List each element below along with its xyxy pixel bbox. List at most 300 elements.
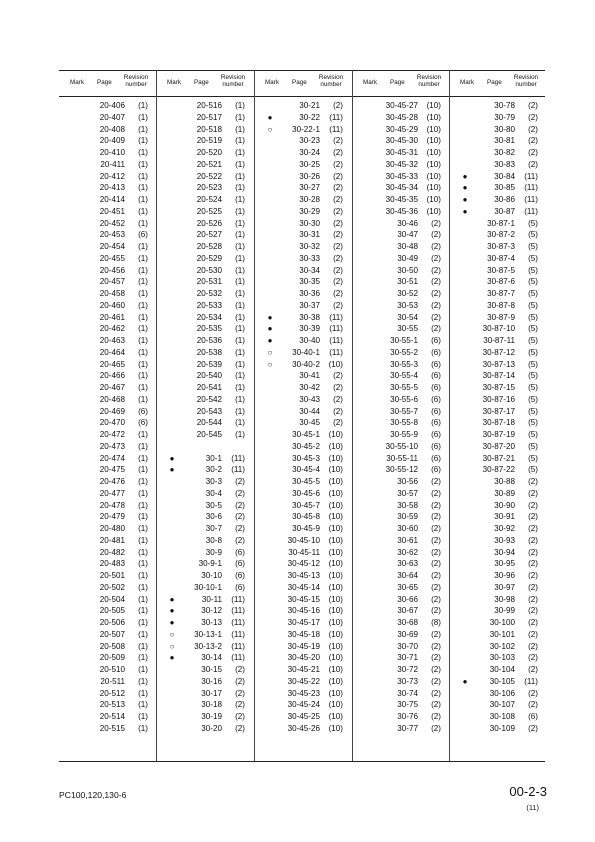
revision-row	[59, 206, 156, 218]
revision-number: (2)	[431, 277, 441, 287]
revision-row	[156, 370, 253, 382]
revision-number: (6)	[528, 712, 538, 721]
page-code: 20-411	[100, 159, 125, 169]
revision-number: (1)	[235, 394, 245, 404]
revision-row	[449, 652, 546, 664]
revision-number: (2)	[431, 477, 441, 486]
revision-row	[156, 194, 253, 206]
page-code: 20-535	[196, 324, 222, 334]
revision-row	[156, 112, 253, 124]
page-code: 20-464	[99, 347, 125, 357]
revision-row	[449, 288, 546, 300]
revision-number: (10)	[328, 665, 343, 674]
revision-mark: ○	[169, 629, 175, 639]
revision-number: (8)	[431, 618, 441, 627]
page-code: 20-455	[99, 253, 125, 263]
revision-number: (6)	[431, 430, 441, 439]
revision-row	[59, 699, 156, 711]
revision-number: (1)	[138, 112, 148, 122]
revision-number: (1)	[235, 101, 245, 110]
revision-number: (1)	[138, 488, 148, 498]
page-code: 30-39	[299, 324, 320, 334]
revision-row	[254, 699, 351, 711]
page-code: 20-451	[99, 206, 125, 216]
revision-row	[254, 617, 351, 629]
revision-row	[254, 370, 351, 382]
revision-row	[449, 229, 546, 241]
page-code: 30-87-19	[482, 430, 515, 439]
revision-row	[449, 159, 546, 171]
page-code: 30-87-2	[487, 230, 515, 240]
revision-number: (10)	[426, 101, 441, 110]
revision-number: (2)	[528, 547, 538, 557]
page-code: 30-45-36	[385, 206, 418, 216]
revision-row	[254, 265, 351, 277]
revision-number: (2)	[333, 406, 343, 416]
revision-row	[254, 652, 351, 664]
revision-row	[59, 112, 156, 124]
revision-row	[352, 652, 449, 664]
page-code: 30-87-17	[482, 406, 515, 416]
revision-row	[254, 594, 351, 606]
revision-number: (11)	[231, 453, 245, 463]
revision-row	[254, 323, 351, 335]
revision-number: (2)	[528, 606, 538, 616]
revision-number: (5)	[528, 230, 538, 240]
revision-number: (2)	[333, 148, 343, 157]
page-code: 20-463	[99, 336, 125, 345]
page-code: 20-540	[196, 371, 222, 381]
revision-number: (11)	[524, 195, 538, 204]
page-code: 30-2	[205, 465, 222, 475]
revision-number: (1)	[138, 300, 148, 310]
revision-number: (1)	[138, 253, 148, 263]
revision-row	[254, 629, 351, 641]
revision-row	[352, 218, 449, 230]
page-code: 30-73	[397, 676, 418, 686]
revision-number: (2)	[528, 641, 538, 651]
revision-number: (2)	[333, 195, 343, 204]
revision-row	[449, 547, 546, 559]
revision-number: (2)	[431, 606, 441, 616]
revision-number: (1)	[138, 465, 148, 475]
page-code: 30-45-26	[287, 723, 320, 733]
revision-row	[352, 699, 449, 711]
revision-number: (5)	[528, 336, 538, 345]
revision-row	[59, 171, 156, 183]
revision-row	[352, 582, 449, 594]
revision-row	[156, 323, 253, 335]
page-code: 30-65	[397, 582, 418, 592]
revision-number: (2)	[235, 477, 245, 486]
revision-row	[59, 359, 156, 371]
revision-row	[449, 629, 546, 641]
page-code: 30-42	[299, 383, 320, 392]
revision-number: (1)	[235, 242, 245, 251]
revision-number: (2)	[431, 559, 441, 569]
revision-row	[59, 582, 156, 594]
revision-number: (2)	[333, 383, 343, 392]
revision-number: (10)	[328, 594, 343, 604]
revision-header: Revision number	[416, 74, 442, 89]
page-code: 20-504	[99, 594, 125, 604]
revision-row	[59, 382, 156, 394]
revision-row	[59, 347, 156, 359]
revision-row	[156, 312, 253, 324]
revision-number: (2)	[431, 571, 441, 580]
page-code: 30-84	[494, 171, 515, 181]
revision-number: (2)	[528, 559, 538, 569]
revision-row	[449, 464, 546, 476]
page-code: 30-72	[397, 665, 418, 674]
revision-row	[254, 359, 351, 371]
page-code: 20-507	[99, 629, 125, 639]
page-code: 20-406	[99, 101, 125, 110]
revision-number: (1)	[138, 336, 148, 345]
page-code: 30-29	[299, 206, 320, 216]
page-code: 20-467	[99, 383, 125, 392]
revision-number: (6)	[431, 347, 441, 357]
revision-mark: ●	[267, 324, 273, 334]
page-code: 30-87-4	[487, 253, 515, 263]
page-code: 30-45-5	[292, 477, 320, 486]
page-code: 30-59	[397, 512, 418, 522]
revision-number: (2)	[333, 159, 343, 169]
page-code: 30-55-3	[390, 359, 418, 369]
revision-row	[156, 429, 253, 441]
revision-row	[254, 335, 351, 347]
revision-number: (6)	[431, 406, 441, 416]
page-code: 20-410	[99, 148, 125, 157]
page-code: 20-407	[99, 112, 125, 122]
revision-number: (2)	[333, 394, 343, 404]
revision-row	[449, 194, 546, 206]
revision-number: (2)	[528, 124, 538, 134]
revision-row	[352, 394, 449, 406]
page-code: 30-50	[397, 265, 418, 275]
page-code: 20-481	[99, 535, 125, 545]
page-code: 30-22	[299, 112, 320, 122]
revision-mark: ●	[462, 206, 468, 216]
page-code: 30-92	[494, 524, 515, 533]
page-code: 30-108	[489, 712, 515, 721]
page-code: 30-87-18	[482, 418, 515, 428]
revision-number: (1)	[138, 183, 148, 193]
revision-row	[59, 335, 156, 347]
page-code: 30-45-34	[385, 183, 418, 193]
revision-number: (2)	[431, 723, 441, 733]
revision-mark: ●	[462, 195, 468, 204]
revision-number: (1)	[235, 159, 245, 169]
revision-number: (1)	[138, 359, 148, 369]
page-code: 30-87-21	[482, 453, 515, 463]
revision-number: (2)	[333, 265, 343, 275]
page-code: 30-31	[299, 230, 320, 240]
page-code: 30-9-1	[198, 559, 222, 569]
revision-number: (2)	[431, 265, 441, 275]
page-code: 30-45-17	[287, 618, 320, 627]
revision-mark: ○	[267, 347, 273, 357]
revision-row	[59, 253, 156, 265]
revision-number: (2)	[528, 101, 538, 110]
revision-number: (2)	[431, 594, 441, 604]
page-code: 20-521	[196, 159, 222, 169]
revision-number: (1)	[235, 183, 245, 193]
page-code: 30-87-11	[483, 336, 515, 345]
page-code: 30-94	[494, 547, 515, 557]
revision-row	[352, 594, 449, 606]
revision-number: (11)	[329, 336, 343, 345]
revision-row	[449, 241, 546, 253]
page-code: 30-55-10	[385, 441, 418, 451]
revision-row	[254, 206, 351, 218]
revision-number: (1)	[138, 723, 148, 733]
revision-mark: ○	[267, 359, 273, 369]
revision-number: (6)	[431, 336, 441, 345]
revision-row	[449, 723, 546, 735]
revision-number: (6)	[431, 394, 441, 404]
page-code: 30-41	[299, 371, 320, 381]
revision-number: (6)	[138, 406, 148, 416]
revision-row	[156, 406, 253, 418]
page-code: 20-526	[196, 218, 222, 228]
revision-number: (10)	[426, 171, 441, 181]
revision-row	[59, 488, 156, 500]
revision-number: (2)	[528, 571, 538, 580]
page-code: 30-55-1	[390, 336, 418, 345]
revision-number: (11)	[231, 641, 245, 651]
page-code: 30-100	[489, 618, 515, 627]
revision-number: (1)	[138, 571, 148, 580]
revision-row	[254, 382, 351, 394]
revision-row	[449, 206, 546, 218]
revision-number: (1)	[138, 594, 148, 604]
page-code: 20-511	[100, 676, 125, 686]
page-code: 20-468	[99, 394, 125, 404]
revision-mark: ●	[267, 112, 273, 122]
revision-row	[352, 241, 449, 253]
revision-number: (10)	[426, 112, 441, 122]
revision-row	[156, 147, 253, 159]
page-code: 20-482	[99, 547, 125, 557]
revision-row	[254, 453, 351, 465]
revision-number: (2)	[528, 488, 538, 498]
revision-mark: ●	[267, 312, 273, 322]
page-code: 30-4	[205, 488, 222, 498]
page-code: 20-528	[196, 242, 222, 251]
revision-row	[156, 335, 253, 347]
revision-row	[156, 558, 253, 570]
page-code: 30-6	[205, 512, 222, 522]
top-rule	[59, 70, 545, 71]
revision-number: (2)	[431, 253, 441, 263]
revision-row	[352, 664, 449, 676]
revision-row	[254, 605, 351, 617]
revision-row	[352, 605, 449, 617]
page-code: 30-104	[489, 665, 515, 674]
page-code: 20-474	[99, 453, 125, 463]
page-code: 30-45-12	[287, 559, 320, 569]
revision-row	[59, 441, 156, 453]
revision-number: (2)	[431, 488, 441, 498]
revision-number: (2)	[333, 230, 343, 240]
revision-row	[352, 406, 449, 418]
revision-row	[156, 699, 253, 711]
page-code: 30-45-33	[385, 171, 418, 181]
page-code: 20-452	[99, 218, 125, 228]
page-code: 20-545	[196, 430, 222, 439]
revision-row	[156, 241, 253, 253]
revision-row	[59, 664, 156, 676]
page-code: 20-519	[196, 136, 222, 146]
revision-column	[156, 100, 253, 735]
revision-header: Revision number	[123, 74, 149, 89]
revision-row	[352, 641, 449, 653]
revision-row	[352, 100, 449, 112]
revision-number: (2)	[528, 629, 538, 639]
page-code: 30-45-15	[287, 594, 320, 604]
revision-number: (6)	[431, 371, 441, 381]
revision-row	[449, 382, 546, 394]
page-code: 20-476	[99, 477, 125, 486]
page-code: 30-24	[299, 148, 320, 157]
page-code: 30-23	[299, 136, 320, 146]
revision-number: (1)	[138, 524, 148, 533]
revision-row	[59, 312, 156, 324]
revision-number: (1)	[138, 206, 148, 216]
revision-row	[352, 523, 449, 535]
revision-row	[59, 394, 156, 406]
revision-row	[156, 488, 253, 500]
revision-row	[156, 359, 253, 371]
revision-row	[254, 288, 351, 300]
page-code: 30-78	[494, 101, 515, 110]
revision-row	[254, 124, 351, 136]
page-code: 30-109	[489, 723, 515, 733]
revision-number: (1)	[235, 265, 245, 275]
revision-number: (1)	[235, 359, 245, 369]
revision-number: (5)	[528, 265, 538, 275]
page-code: 30-89	[494, 488, 515, 498]
revision-number: (1)	[138, 688, 148, 698]
revision-number: (1)	[235, 136, 245, 146]
revision-mark: ●	[169, 606, 175, 616]
page-code: 30-60	[397, 524, 418, 533]
revision-row	[59, 182, 156, 194]
page-code: 30-81	[494, 136, 515, 146]
revision-number: (1)	[138, 606, 148, 616]
revision-row	[449, 359, 546, 371]
revision-number: (11)	[524, 171, 538, 181]
page-code: 30-7	[205, 524, 222, 533]
page-code: 30-69	[397, 629, 418, 639]
revision-row	[352, 288, 449, 300]
page-code: 20-466	[99, 371, 125, 381]
page-code: 20-460	[99, 300, 125, 310]
page-code: 20-509	[99, 653, 125, 663]
revision-number: (2)	[431, 218, 441, 228]
page-code: 30-20	[201, 723, 222, 733]
revision-row	[254, 194, 351, 206]
revision-mark: ○	[169, 641, 175, 651]
page-code: 20-541	[196, 383, 222, 392]
page-code: 30-103	[489, 653, 515, 663]
revision-number: (1)	[138, 171, 148, 181]
revision-row	[352, 476, 449, 488]
column-header	[156, 74, 253, 96]
revision-row	[254, 676, 351, 688]
revision-number: (10)	[328, 723, 343, 733]
revision-row	[449, 135, 546, 147]
page-code: 30-10	[201, 571, 222, 580]
page-code: 30-52	[397, 289, 418, 298]
page-code: 20-512	[99, 688, 125, 698]
revision-number: (1)	[235, 277, 245, 287]
revision-row	[59, 594, 156, 606]
mark-header: Mark	[70, 79, 84, 86]
revision-number: (6)	[431, 441, 441, 451]
revision-row	[254, 535, 351, 547]
revision-number: (2)	[431, 300, 441, 310]
revision-row	[254, 229, 351, 241]
page-code: 20-454	[99, 242, 125, 251]
revision-number: (2)	[431, 700, 441, 710]
page-code: 30-18	[201, 700, 222, 710]
page-code: 30-45-8	[292, 512, 320, 522]
page-code: 30-55-6	[390, 394, 418, 404]
page-code: 20-513	[99, 700, 125, 710]
revision-number: (5)	[528, 394, 538, 404]
revision-row	[254, 429, 351, 441]
page-code: 20-516	[196, 101, 222, 110]
revision-number: (1)	[138, 500, 148, 510]
page-code: 30-106	[489, 688, 515, 698]
revision-row	[352, 382, 449, 394]
revision-row	[156, 347, 253, 359]
revision-number: (10)	[328, 453, 343, 463]
revision-row	[449, 488, 546, 500]
revision-number: (10)	[328, 688, 343, 698]
revision-row	[449, 570, 546, 582]
revision-number: (2)	[528, 723, 538, 733]
revision-number: (10)	[426, 136, 441, 146]
revision-row	[156, 570, 253, 582]
page-code: 30-28	[299, 195, 320, 204]
revision-number: (2)	[528, 582, 538, 592]
revision-number: (10)	[328, 500, 343, 510]
page-code: 20-456	[99, 265, 125, 275]
revision-number: (1)	[235, 206, 245, 216]
page-code: 30-62	[397, 547, 418, 557]
revision-row	[254, 582, 351, 594]
page-code: 30-45-28	[385, 112, 418, 122]
page-code: 20-469	[99, 406, 125, 416]
revision-header: Revision number	[513, 74, 539, 89]
revision-row	[352, 312, 449, 324]
page-code: 30-87-15	[482, 383, 515, 392]
page-code: 20-477	[99, 488, 125, 498]
page-code: 20-517	[196, 112, 222, 122]
page-code: 30-16	[201, 676, 222, 686]
mark-header: Mark	[363, 79, 377, 86]
revision-row	[156, 723, 253, 735]
revision-row	[352, 229, 449, 241]
page-code: 30-45-6	[292, 488, 320, 498]
column-header	[254, 74, 351, 96]
revision-mark: ●	[462, 171, 468, 181]
revision-row	[449, 347, 546, 359]
revision-number: (6)	[431, 465, 441, 475]
